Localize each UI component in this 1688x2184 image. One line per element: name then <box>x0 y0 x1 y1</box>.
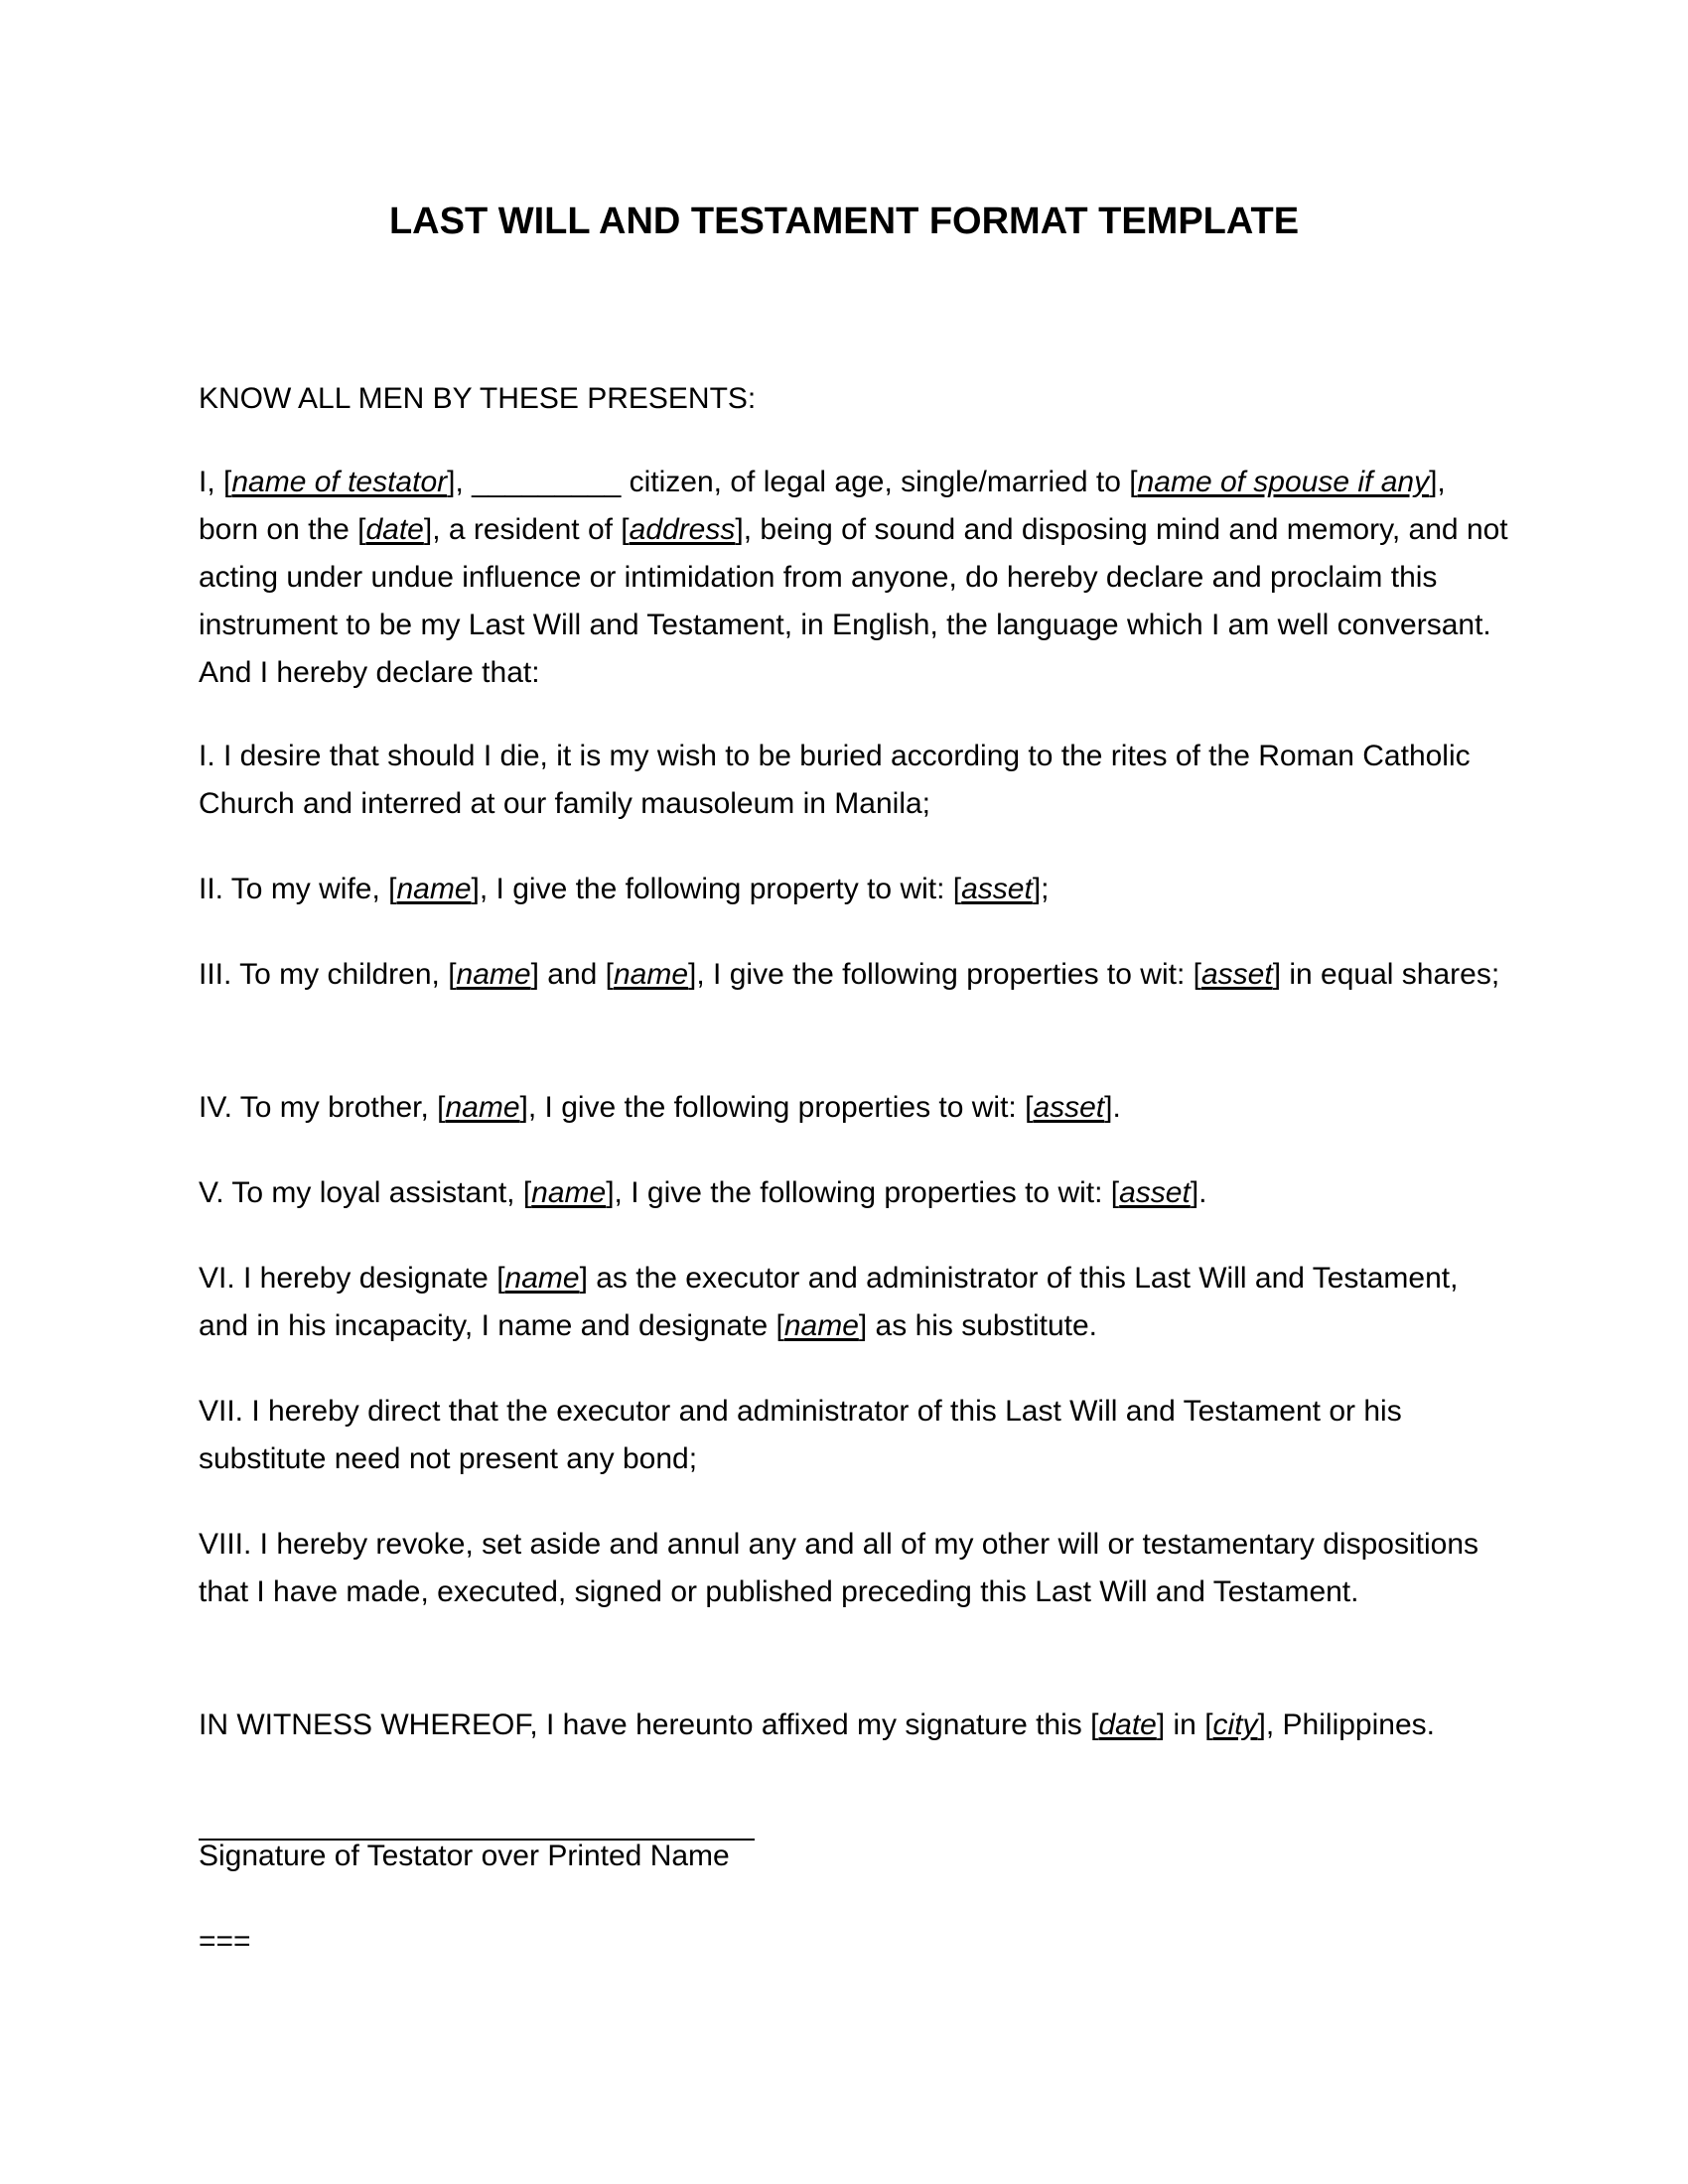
placeholder-asset: asset <box>1033 1091 1105 1124</box>
placeholder-name: name <box>504 1262 580 1295</box>
clause-5: V. To my loyal assistant, [name], I give the following properties to wit: [asset]. <box>199 1176 1207 1209</box>
placeholder-date: date <box>1098 1708 1157 1741</box>
witness-clause: IN WITNESS WHEREOF, I have hereunto affixed my signature this [date] in [city], Philippines. <box>199 1708 1435 1741</box>
placeholder-name: name <box>783 1309 859 1342</box>
document-title: LAST WILL AND TESTAMENT FORMAT TEMPLATE <box>388 201 1300 242</box>
clause-7: VII. I hereby direct that the executor and administrator of this Last Will and Testament or his substitute need not present any bond; <box>199 1395 1402 1475</box>
placeholder-name: name <box>531 1176 607 1209</box>
placeholder-name: name <box>614 958 689 991</box>
clause-2: II. To my wife, [name], I give the following property to wit: [asset]; <box>199 873 1050 905</box>
placeholder-address: address <box>629 513 736 546</box>
intro-paragraph: I, [name of testator], _________ citizen, of legal age, single/married to [name of spouse if any], born on the [date], a resident of [address], being of sound and disposing mind and memory, and not acting under undue influence or intimidation from anyone, do hereby declare and proclaim this instrument to be my Last Will and Testament, in English, the language which I am well conversant. And I hereby declare that: <box>199 466 1508 689</box>
placeholder-date: date <box>365 513 424 546</box>
placeholder-name-of-spouse: name of spouse if any <box>1137 466 1430 498</box>
signature-caption: Signature of Testator over Printed Name <box>199 1840 730 1872</box>
placeholder-name: name <box>456 958 531 991</box>
clause-4: IV. To my brother, [name], I give the following properties to wit: [asset]. <box>199 1091 1121 1124</box>
clause-3: III. To my children, [name] and [name], I give the following properties to wit: [asset] in equal shares; <box>199 958 1500 991</box>
salutation: KNOW ALL MEN BY THESE PRESENTS: <box>199 382 757 415</box>
placeholder-name-of-testator: name of testator <box>231 466 448 498</box>
placeholder-name: name <box>396 873 472 905</box>
clause-8: VIII. I hereby revoke, set aside and annul any and all of my other will or testamentary dispositions that I have made, executed, signed or published preceding this Last Will and Testament. <box>199 1528 1479 1608</box>
end-mark: === <box>199 1925 251 1958</box>
clause-1: I. I desire that should I die, it is my wish to be buried according to the rites of the Roman Catholic Church and interred at our family mausoleum in Manila; <box>199 740 1471 820</box>
clause-6: VI. I hereby designate [name] as the executor and administrator of this Last Will and Testament, and in his incapacity, I name and designate [name] as his substitute. <box>199 1262 1459 1342</box>
placeholder-asset: asset <box>1119 1176 1191 1209</box>
placeholder-city: city <box>1212 1708 1258 1741</box>
placeholder-name: name <box>445 1091 520 1124</box>
placeholder-asset: asset <box>1200 958 1273 991</box>
placeholder-asset: asset <box>961 873 1033 905</box>
